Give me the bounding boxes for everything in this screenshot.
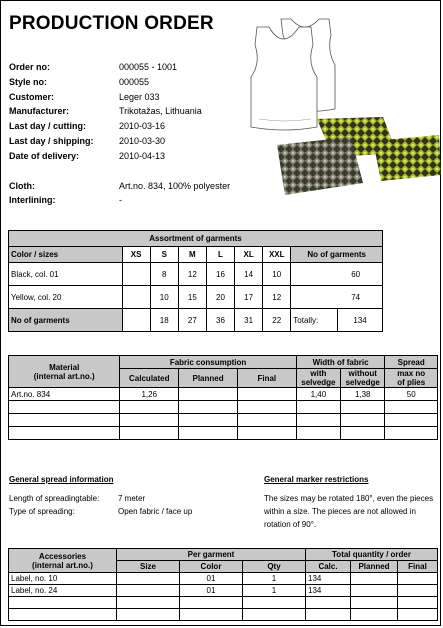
- max-plies-header: [385, 369, 438, 388]
- calculated-header: Calculated: [120, 369, 179, 388]
- with-selvedge-header: [296, 369, 340, 388]
- width-of-fabric-header: Width of fabric: [296, 356, 385, 369]
- without-selvedge-line1: without: [348, 369, 377, 378]
- accessories-header: [9, 549, 117, 573]
- info-label: Date of delivery:: [9, 150, 80, 161]
- size-header: XL: [235, 247, 263, 263]
- info-label: Last day / cutting:: [9, 121, 87, 132]
- planned-header: Planned: [351, 561, 398, 573]
- table-row: [9, 401, 438, 414]
- size-header: XS: [122, 247, 150, 263]
- info-label: Manufacturer:: [9, 106, 70, 117]
- qty-header: Qty: [243, 561, 306, 573]
- size-cell: [117, 585, 180, 597]
- qty-cell: 1: [243, 585, 306, 597]
- qty-cell: 10: [150, 286, 178, 309]
- max-plies-line2: of plies: [397, 378, 426, 387]
- info-value: 2010-03-30: [119, 135, 166, 146]
- without-selvedge-line2: selvedge: [345, 378, 380, 387]
- size-header: S: [150, 247, 178, 263]
- row-total-cell: 74: [291, 286, 383, 309]
- qty-cell: 15: [178, 286, 206, 309]
- material-header-line1: Material: [49, 362, 80, 372]
- fabric-consumption-header: Fabric consumption: [120, 356, 296, 369]
- spread-type-label: Type of spreading:: [9, 507, 75, 516]
- info-value: Trikotažas, Lithuania: [119, 106, 202, 117]
- total-cell: 27: [178, 309, 206, 332]
- table-row: [9, 388, 438, 401]
- qty-cell: 12: [178, 263, 206, 286]
- size-header: L: [206, 247, 234, 263]
- spread-info: [9, 492, 192, 518]
- material-cell: Art.no. 834: [9, 388, 120, 401]
- info-value: 2010-03-16: [119, 121, 166, 132]
- totals-label: No of garments: [9, 309, 123, 332]
- material-table: [8, 355, 438, 440]
- info-row-interlining: [9, 193, 230, 208]
- order-info: [9, 60, 230, 208]
- spread-length-row: [9, 492, 192, 505]
- size-header: XXL: [263, 247, 291, 263]
- info-label: Cloth:: [9, 180, 35, 191]
- table-row: [9, 427, 438, 440]
- calc-cell: 134: [306, 585, 351, 597]
- table-row: [9, 573, 438, 585]
- no-of-garments-header: No of garments: [291, 247, 383, 263]
- without-selvedge-cell: 1,38: [341, 388, 385, 401]
- info-label: Interlining:: [9, 195, 56, 206]
- info-row-customer: [9, 90, 230, 105]
- fabric-swatch-image: [273, 117, 441, 199]
- info-row-order-no: [9, 60, 230, 75]
- color-cell: Black, col. 01: [9, 263, 123, 286]
- max-plies-cell: 50: [385, 388, 438, 401]
- info-row-date-of-delivery: [9, 149, 230, 164]
- size-header: Size: [117, 561, 180, 573]
- table-row: [9, 585, 438, 597]
- table-row: [9, 609, 438, 621]
- page-title: PRODUCTION ORDER: [9, 13, 214, 34]
- accessories-table: [8, 548, 438, 621]
- table-row: [9, 414, 438, 427]
- info-value: 2010-04-13: [119, 150, 166, 161]
- total-cell: 22: [263, 309, 291, 332]
- color-sizes-header: Color / sizes: [9, 247, 123, 263]
- assortment-table: [8, 230, 383, 332]
- calculated-cell: 1,26: [120, 388, 179, 401]
- calc-cell: 134: [306, 573, 351, 585]
- with-selvedge-line2: selvedge: [301, 378, 336, 387]
- spread-length-label: Length of spreadingtable:: [9, 494, 100, 503]
- total-cell: 31: [235, 309, 263, 332]
- table-row: [9, 286, 383, 309]
- info-value: 000055 - 1001: [119, 62, 178, 72]
- info-row-cloth: [9, 179, 230, 194]
- info-row-style-no: [9, 75, 230, 90]
- qty-cell: [122, 263, 150, 286]
- spread-info-heading: General spread information: [9, 475, 114, 484]
- marker-restrictions-text: The sizes may be rotated 180°, even the pieces within a size. The pieces are not allowed in rotation of 90°.: [264, 494, 434, 529]
- max-plies-line1: max no: [397, 369, 426, 378]
- qty-cell: 14: [235, 263, 263, 286]
- spread-type-value: Open fabric / face up: [118, 507, 193, 516]
- accessory-name-cell: Label, no. 24: [9, 585, 117, 597]
- total-quantity-header: Total quantity / order: [306, 549, 438, 561]
- calc-header: Calc.: [306, 561, 351, 573]
- material-header: [9, 356, 120, 388]
- qty-cell: [122, 286, 150, 309]
- total-cell: 36: [206, 309, 234, 332]
- total-cell: [122, 309, 150, 332]
- info-value: Art.no. 834, 100% polyester: [119, 180, 231, 191]
- final-cell: [237, 388, 296, 401]
- total-cell: 18: [150, 309, 178, 332]
- info-row-last-day-cutting: [9, 119, 230, 134]
- final-header: Final: [237, 369, 296, 388]
- table-row: [9, 597, 438, 609]
- with-selvedge-cell: 1,40: [296, 388, 340, 401]
- qty-cell: 17: [235, 286, 263, 309]
- table-row: [9, 263, 383, 286]
- grand-total-label: Totally:: [291, 309, 338, 332]
- material-header-line2: (internal art.no.): [33, 371, 95, 381]
- with-selvedge-line1: with: [310, 369, 327, 378]
- info-value: 000055: [119, 76, 150, 87]
- color-header: Color: [180, 561, 243, 573]
- row-total-cell: 60: [291, 263, 383, 286]
- qty-cell: 8: [150, 263, 178, 286]
- grand-total-value: 134: [338, 309, 383, 332]
- planned-cell: [179, 388, 238, 401]
- accessories-header-line1: Accessories: [38, 551, 87, 561]
- color-cell: Yellow, col. 20: [9, 286, 123, 309]
- color-cell: 01: [180, 585, 243, 597]
- spread-type-row: [9, 505, 192, 518]
- spread-header: Spread: [385, 356, 438, 369]
- qty-cell: 10: [263, 263, 291, 286]
- table-row: [9, 309, 383, 332]
- qty-cell: 16: [206, 263, 234, 286]
- accessory-name-cell: Label, no. 10: [9, 573, 117, 585]
- marker-restrictions-heading: General marker restrictions: [264, 475, 369, 484]
- size-cell: [117, 573, 180, 585]
- per-garment-header: Per garment: [117, 549, 306, 561]
- info-row-last-day-shipping: [9, 134, 230, 149]
- qty-cell: 12: [263, 286, 291, 309]
- info-label: Order no:: [9, 62, 51, 72]
- accessories-header-line2: (internal art.no.): [32, 560, 93, 570]
- info-value: Leger 033: [119, 91, 160, 102]
- info-label: Style no:: [9, 76, 48, 87]
- planned-header: Planned: [179, 369, 238, 388]
- color-cell: 01: [180, 573, 243, 585]
- info-value: -: [119, 195, 122, 206]
- info-label: Last day / shipping:: [9, 135, 94, 146]
- qty-cell: 20: [206, 286, 234, 309]
- info-label: Customer:: [9, 91, 55, 102]
- size-header: M: [178, 247, 206, 263]
- without-selvedge-header: [341, 369, 385, 388]
- final-header: Final: [398, 561, 438, 573]
- spread-length-value: 7 meter: [118, 494, 146, 503]
- assortment-title: Assortment of garments: [9, 231, 383, 247]
- info-row-manufacturer: [9, 104, 230, 119]
- qty-cell: 1: [243, 573, 306, 585]
